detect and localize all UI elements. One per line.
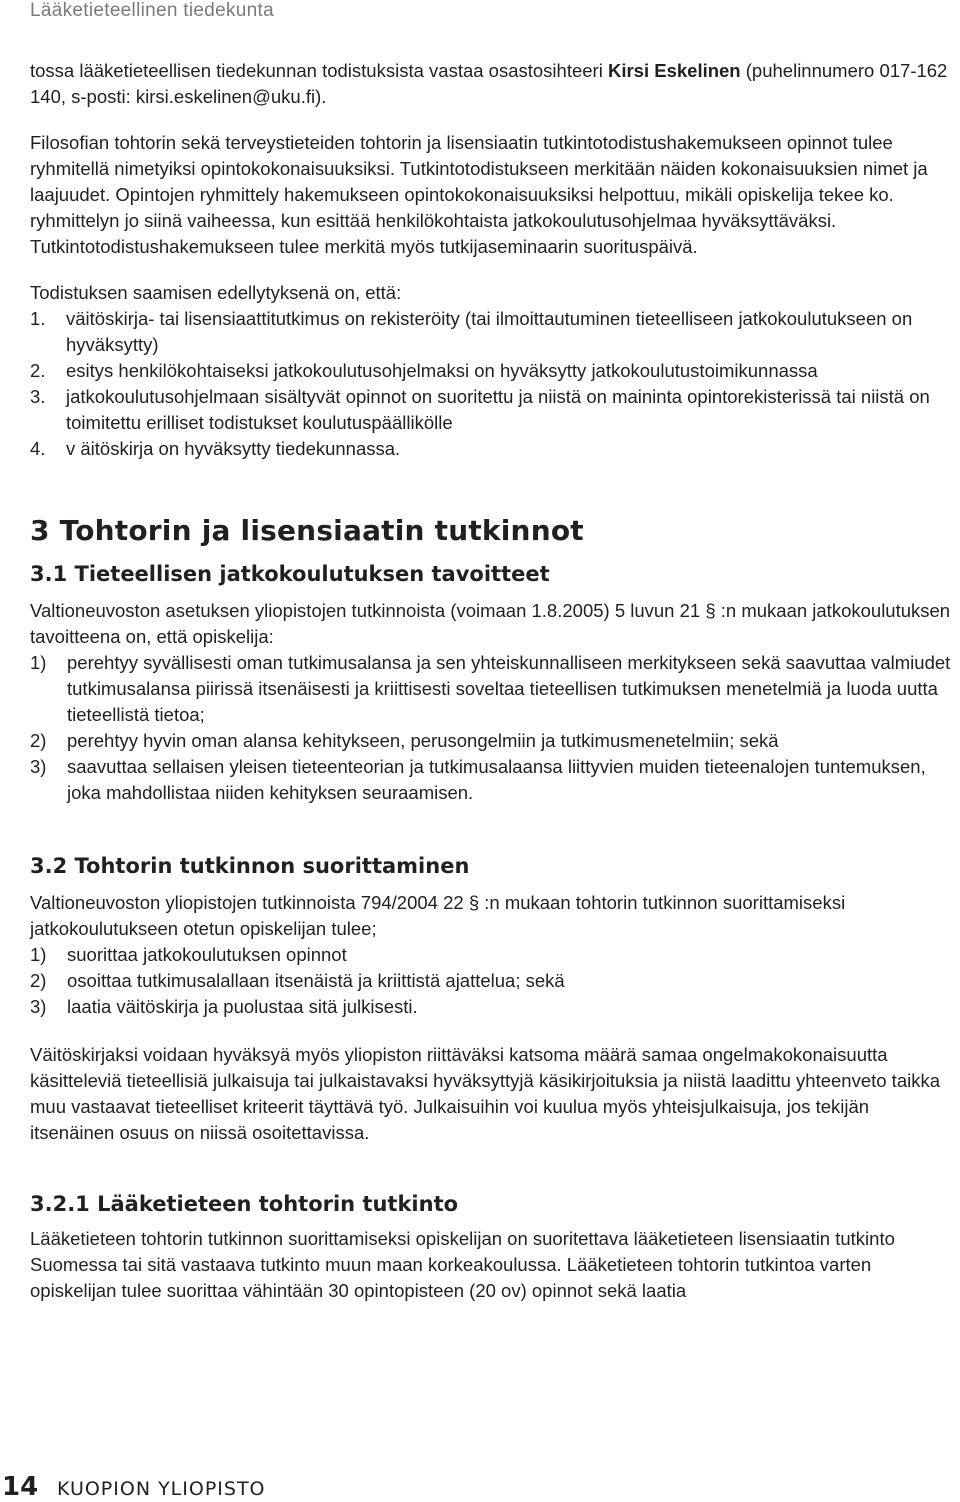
section-3-2-lead: Valtioneuvoston yliopistojen tutkinnoista 794/2004 22 § :n mukaan tohtorin tutkinnon suorittamiseksi jatkokoulutukseen otetun opiskelijan tulee; (30, 892, 846, 939)
goals-list (30, 650, 958, 806)
contact-name: Kirsi Eskelinen (607, 60, 741, 81)
section-3-2-1-paragraph: Lääketieteen tohtorin tutkinnon suorittamiseksi opiskelijan on suoritettava lääketieteen lisensiaatin tutkinto Suomessa tai sitä vastaava tutkinto muun maan korkeakoulussa. Lääketieteen tohtorin tutkintoa varten opiskelijan tulee suorittaa vähintään 30 opintopisteen (20 ov) opinnot sekä laatia (30, 1228, 895, 1301)
section-3-2-1-heading: 3.2.1 Lääketieteen tohtorin tutkinto (30, 1192, 459, 1216)
publisher-name: KUOPION YLIOPISTO (57, 1478, 266, 1500)
list-item: 2) osoittaa tutkimusalallaan itsenäistä ja kriittistä ajattelua; sekä (30, 970, 565, 991)
thesis-paragraph: Väitöskirjaksi voidaan hyväksyä myös yliopiston riittäväksi katsoma määrä samaa ongelmakokonaisuutta käsitteleviä tieteellisiä julkaisuja tai julkaistavaksi hyväksyttyjä käsikirjoituksia ja niistä laadittu yhteenveto taikka muu vastaavat tieteelliset kriteerit täyttävä työ. Julkaisuihin voi kuulua myös yhteisjulkaisuja, jos tekijän itsenäinen osuus on niissä osoitettavissa. (30, 1044, 941, 1143)
conditions-list (30, 306, 958, 462)
grouping-paragraph: Filosofian tohtorin sekä terveystieteiden tohtorin ja lisensiaatin tutkintotodistushakemukseen opinnot tulee ryhmitellä nimetyiksi opintokokonaisuuksiksi. Tutkintotodistukseen merkitään näiden kokonaisuuksien nimet ja laajuudet. Opintojen ryhmittely hakemukseen opintokokonaisuuksiksi helpottuu, mikäli opiskelija tekee ko. ryhmittelyn jo siinä vaiheessa, kun esittää henkilökohtaista jatkokoulutusohjelmaa hyväksyttäväksi. Tutkintotodistushakemukseen tulee merkitä myös tutkijaseminaarin suorituspäivä. (30, 132, 928, 257)
requirements-list (30, 942, 958, 1020)
intro-text: tossa lääketieteellisen tiedekunnan todistuksista vastaa osastosihteeri (30, 60, 608, 81)
intro-paragraph (30, 58, 958, 110)
page-footer (0, 1472, 266, 1502)
list-item: 1) suorittaa jatkokoulutuksen opinnot (30, 944, 347, 965)
running-head: Lääketieteellinen tiedekunta (30, 0, 274, 21)
list-item: 3) saavuttaa sellaisen yleisen tieteenteorian ja tutkimusalaansa liittyvien muiden tieteenalojen tuntemuksen, joka mahdollistaa niiden kehityksen seuraamisen. (30, 756, 926, 803)
list-item: 3) laatia väitöskirja ja puolustaa sitä julkisesti. (30, 996, 418, 1017)
page-content (30, 58, 958, 1304)
section-3-heading: 3 Tohtorin ja lisensiaatin tutkinnot (30, 514, 584, 547)
list-item: 4. v äitöskirja on hyväksytty tiedekunnassa. (30, 438, 401, 459)
intro-contact: (puhelinnumero 017-162 140, s-posti: kirsi.eskelinen@uku.fi). (30, 60, 948, 107)
section-3-1-heading: 3.1 Tieteellisen jatkokoulutuksen tavoitteet (30, 562, 550, 586)
conditions-lead: Todistuksen saamisen edellytyksenä on, että: (30, 282, 402, 303)
list-item: 2. esitys henkilökohtaiseksi jatkokoulutusohjelmaksi on hyväksytty jatkokoulutustoimikunnassa (30, 360, 818, 381)
section-3-2-heading: 3.2 Tohtorin tutkinnon suorittaminen (30, 854, 470, 878)
list-item: 1. väitöskirja- tai lisensiaattitutkimus on rekisteröity (tai ilmoittautuminen tieteelliseen jatkokoulutukseen on hyväksytty) (30, 308, 913, 355)
list-item: 1) perehtyy syvällisesti oman tutkimusalansa ja sen yhteiskunnalliseen merkitykseen sekä saavuttaa valmiudet tutkimusalansa piirissä itsenäisesti ja kriittisesti soveltaa tieteellisen tutkimuksen menetelmiä ja luoda uutta tieteellistä tietoa; (30, 652, 951, 725)
list-item: 2) perehtyy hyvin oman alansa kehitykseen, perusongelmiin ja tutkimusmenetelmiin; sekä (30, 730, 779, 751)
page-number: 14 (2, 1472, 39, 1502)
section-3-1-lead: Valtioneuvoston asetuksen yliopistojen tutkinnoista (voimaan 1.8.2005) 5 luvun 21 § :n mukaan jatkokoulutuksen tavoitteena on, että opiskelija: (30, 600, 951, 647)
list-item: 3. jatkokoulutusohjelmaan sisältyvät opinnot on suoritettu ja niistä on maininta opintorekisterissä tai niistä on toimitettu erilliset todistukset koulutuspäällikölle (30, 386, 930, 433)
